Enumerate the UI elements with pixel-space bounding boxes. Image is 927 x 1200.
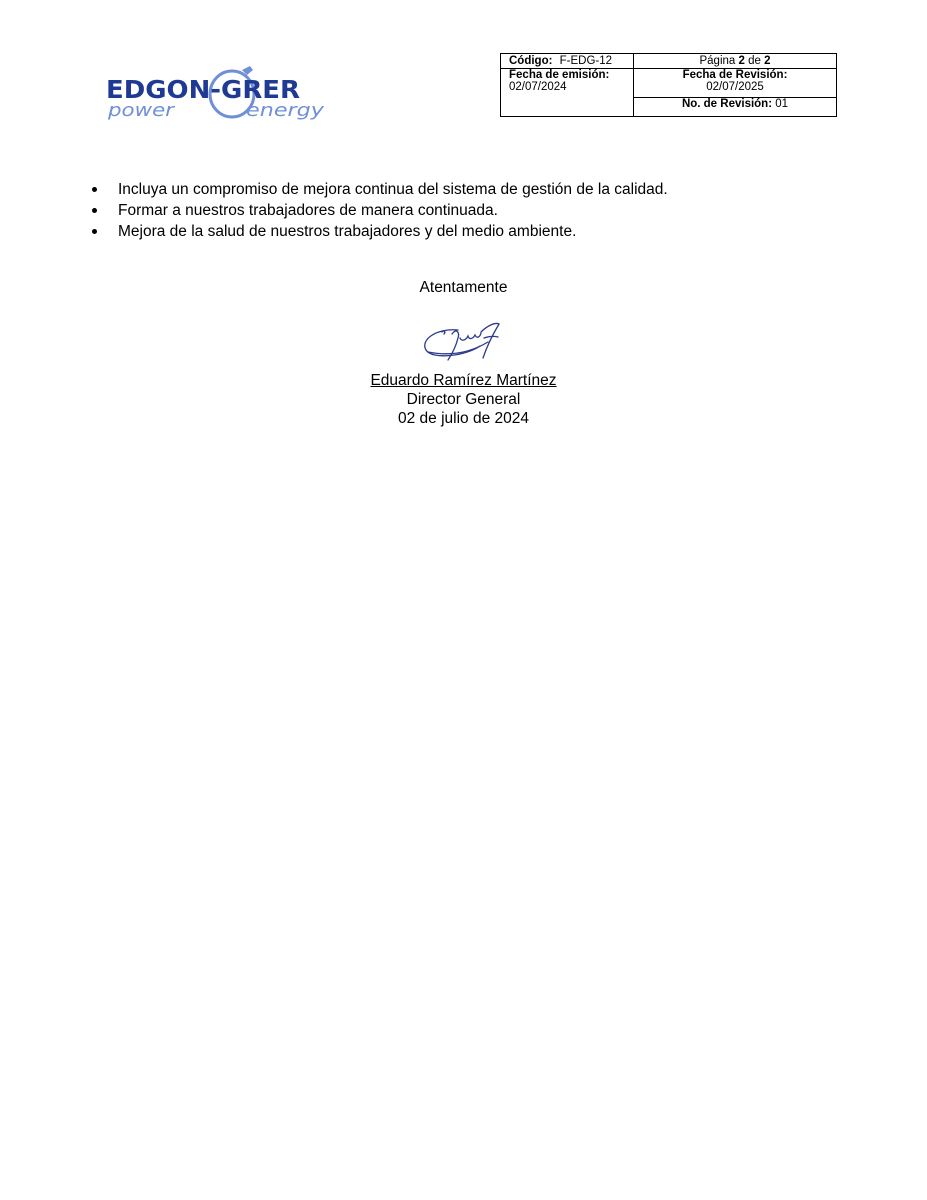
no-revision-label: No. de Revisión: bbox=[681, 98, 773, 110]
pagina-cell bbox=[634, 55, 836, 67]
company-logo bbox=[104, 62, 334, 126]
list-item-text: Incluya un compromiso de mejora continua del sistema de gestión de la calidad. bbox=[118, 181, 668, 198]
logo-tagline-left: power bbox=[106, 100, 176, 121]
bullet-icon bbox=[92, 229, 97, 234]
pagina-total: 2 bbox=[764, 55, 771, 67]
pagina-label: Página bbox=[699, 55, 736, 67]
salutation: Atentamente bbox=[419, 279, 508, 296]
fecha-emision-label: Fecha de emisión: bbox=[509, 69, 610, 81]
codigo-value: F-EDG-12 bbox=[559, 55, 613, 67]
codigo-cell bbox=[501, 55, 633, 67]
list-item bbox=[90, 200, 668, 221]
logo-brand-text: EDGON-GRER bbox=[106, 75, 300, 104]
signer-name bbox=[0, 371, 927, 390]
fecha-emision-cell bbox=[501, 69, 633, 93]
codigo-label: Código: bbox=[509, 55, 553, 67]
fecha-revision-label: Fecha de Revisión: bbox=[682, 69, 788, 81]
bullet-icon bbox=[92, 187, 97, 192]
document-control-right-column bbox=[634, 54, 836, 116]
document-control-table bbox=[500, 53, 837, 117]
fecha-revision-value: 02/07/2025 bbox=[706, 81, 764, 93]
bullet-icon bbox=[92, 208, 97, 213]
pagina-current: 2 bbox=[738, 55, 745, 67]
pagina-of: de bbox=[748, 55, 761, 67]
handwritten-signature bbox=[418, 316, 504, 366]
logo-tagline-right: energy bbox=[246, 100, 325, 121]
fecha-revision-cell bbox=[634, 69, 836, 93]
signer-name-text: Eduardo Ramírez Martínez bbox=[370, 372, 557, 389]
signature-date: 02 de julio de 2024 bbox=[397, 410, 529, 427]
policy-bullet-list bbox=[90, 179, 668, 242]
list-item-text: Formar a nuestros trabajadores de manera continuada. bbox=[118, 202, 498, 219]
fecha-emision-value: 02/07/2024 bbox=[509, 81, 567, 93]
signer-title: Director General bbox=[406, 391, 521, 408]
list-item-text: Mejora de la salud de nuestros trabajadores y del medio ambiente. bbox=[118, 223, 577, 240]
document-control-left-column bbox=[501, 54, 634, 116]
list-item bbox=[90, 179, 668, 200]
no-revision-cell bbox=[634, 98, 836, 110]
no-revision-value: 01 bbox=[775, 98, 789, 110]
list-item bbox=[90, 221, 668, 242]
